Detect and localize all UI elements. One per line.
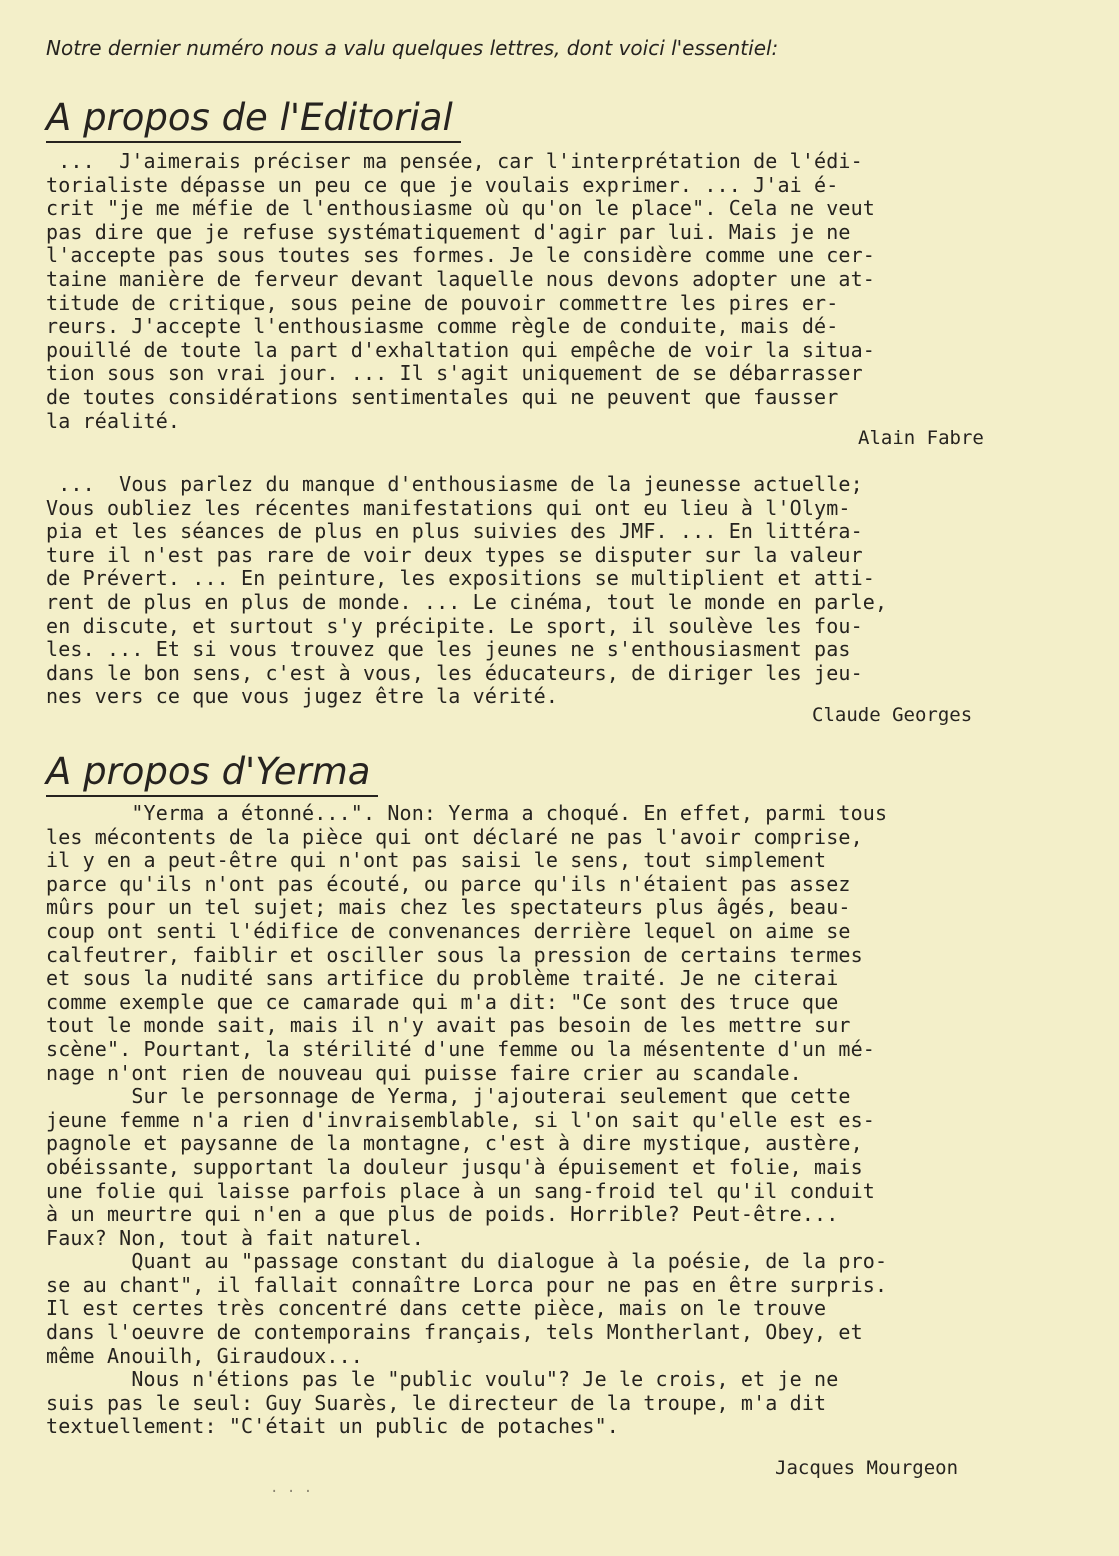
signature-jacques-mourgeon: Jacques Mourgeon [775, 1457, 959, 1479]
text-line: tion sous son vrai jour. ... Il s'agit uniquement de se débarrasser [46, 361, 863, 386]
text-line: ... J'aimerais préciser ma pensée, car l'interprétation de l'édi- [46, 149, 863, 173]
text-line: suis pas le seul: Guy Suarès, le directeur de la troupe, m'a dit [46, 1390, 827, 1415]
heading-yerma: A propos d'Yerma [46, 750, 378, 797]
text-line: Nous n'étions pas le "public voulu"? Je le crois, et je ne [46, 1367, 839, 1392]
signature-claude-georges: Claude Georges [812, 704, 973, 726]
text-line: Il est certes très concentré dans cette pièce, mais on le trouve [46, 1296, 827, 1321]
text-line: jeune femme n'a rien d'invraisemblable, si l'on sait qu'elle est es- [46, 1107, 875, 1132]
text-line: coup ont senti l'édifice de convenances derrière lequel on aime se [46, 918, 851, 943]
text-line: torialiste dépasse un peu ce que je voulais exprimer. ... J'ai é- [46, 172, 839, 197]
text-line: de Prévert. ... En peinture, les expositions se multiplient et atti- [46, 566, 875, 591]
text-line: il y en a peut-être qui n'ont pas saisi le sens, tout simplement [46, 848, 827, 873]
letter-alain-fabre [46, 150, 1046, 433]
text-line: obéissante, supportant la douleur jusqu'à épuisement et folie, mais [46, 1154, 863, 1179]
text-line: comme exemple que ce camarade qui m'a dit: "Ce sont des truce que [46, 989, 839, 1014]
text-line: de toutes considérations sentimentales qui ne peuvent que fausser [46, 384, 839, 409]
text-line: l'accepte pas sous toutes ses formes. Je le considère comme une cer- [46, 243, 875, 268]
text-line: nes vers ce que vous jugez être la vérité. [46, 684, 559, 709]
text-line: scène". Pourtant, la stérilité d'une femme ou la mésentente d'un mé- [46, 1036, 875, 1061]
letter-jacques-mourgeon [46, 802, 1046, 1439]
heading-editorial: A propos de l'Editorial [46, 96, 461, 143]
text-line: Faux? Non, tout à fait naturel. [46, 1225, 424, 1250]
text-line: se au chant", il fallait connaître Lorca pour ne pas en être surpris. [46, 1272, 888, 1297]
text-line: Quant au "passage constant du dialogue à la poésie, de la pro- [46, 1249, 888, 1274]
text-line: reurs. J'accepte l'enthousiasme comme règle de conduite, mais dé- [46, 314, 839, 339]
text-line: les mécontents de la pièce qui ont déclaré ne pas l'avoir comprise, [46, 824, 863, 849]
text-line: ... Vous parlez du manque d'enthousiasme de la jeunesse actuelle; [46, 472, 863, 496]
text-line: et sous la nudité sans artifice du problème traité. Je ne citerai [46, 966, 839, 991]
text-line: dans l'oeuvre de contemporains français, tels Montherlant, Obey, et [46, 1320, 863, 1345]
footer-marks: . . . [270, 1480, 313, 1496]
text-line: taine manière de ferveur devant laquelle nous devons adopter une at- [46, 266, 875, 291]
text-line: à un meurtre qui n'en a que plus de poids. Horrible? Peut-être... [46, 1202, 839, 1227]
text-line: rent de plus en plus de monde. ... Le cinéma, tout le monde en parle, [46, 589, 888, 614]
text-line: une folie qui laisse parfois place à un sang-froid tel qu'il conduit [46, 1178, 875, 1203]
text-line: pas dire que je refuse systématiquement d'agir par lui. Mais je ne [46, 219, 851, 244]
text-line: parce qu'ils n'ont pas écouté, ou parce qu'ils n'étaient pas assez [46, 871, 851, 896]
text-line: Sur le personnage de Yerma, j'ajouterai seulement que cette [46, 1084, 851, 1109]
intro-text: Notre dernier numéro nous a valu quelques lettres, dont voici l'essentiel: [46, 36, 779, 60]
text-line: calfeutrer, faiblir et osciller sous la pression de certains termes [46, 942, 863, 967]
text-line: dans le bon sens, c'est à vous, les éducateurs, de diriger les jeu- [46, 660, 863, 685]
text-line: mûrs pour un tel sujet; mais chez les spectateurs plus âgés, beau- [46, 895, 851, 920]
text-line: pia et les séances de plus en plus suivies des JMF. ... En littéra- [46, 519, 863, 544]
text-line: crit "je me méfie de l'enthousiasme où qu'on le place". Cela ne veut [46, 196, 875, 221]
text-line: Vous oubliez les récentes manifestations qui ont eu lieu à l'Olym- [46, 495, 851, 520]
text-line: pouillé de toute la part d'exhaltation qui empêche de voir la situa- [46, 337, 875, 362]
text-line: en discute, et surtout s'y précipite. Le sport, il soulève les fou- [46, 613, 863, 638]
text-line: "Yerma a étonné...". Non: Yerma a choqué. En effet, parmi tous [46, 801, 888, 825]
text-line: ture il n'est pas rare de voir deux types se disputer sur la valeur [46, 542, 863, 567]
text-line: la réalité. [46, 408, 181, 433]
text-line: textuellement: "C'était un public de potaches". [46, 1414, 619, 1439]
text-line: tout le monde sait, mais il n'y avait pas besoin de les mettre sur [46, 1013, 851, 1038]
letter-claude-georges [46, 473, 1046, 709]
text-line: pagnole et paysanne de la montagne, c'est à dire mystique, austère, [46, 1131, 863, 1156]
text-line: les. ... Et si vous trouvez que les jeunes ne s'enthousiasment pas [46, 637, 851, 662]
signature-alain-fabre: Alain Fabre [858, 427, 984, 449]
text-line: nage n'ont rien de nouveau qui puisse faire crier au scandale. [46, 1060, 802, 1085]
text-line: même Anouilh, Giraudoux... [46, 1343, 363, 1368]
text-line: titude de critique, sous peine de pouvoir commettre les pires er- [46, 290, 839, 315]
